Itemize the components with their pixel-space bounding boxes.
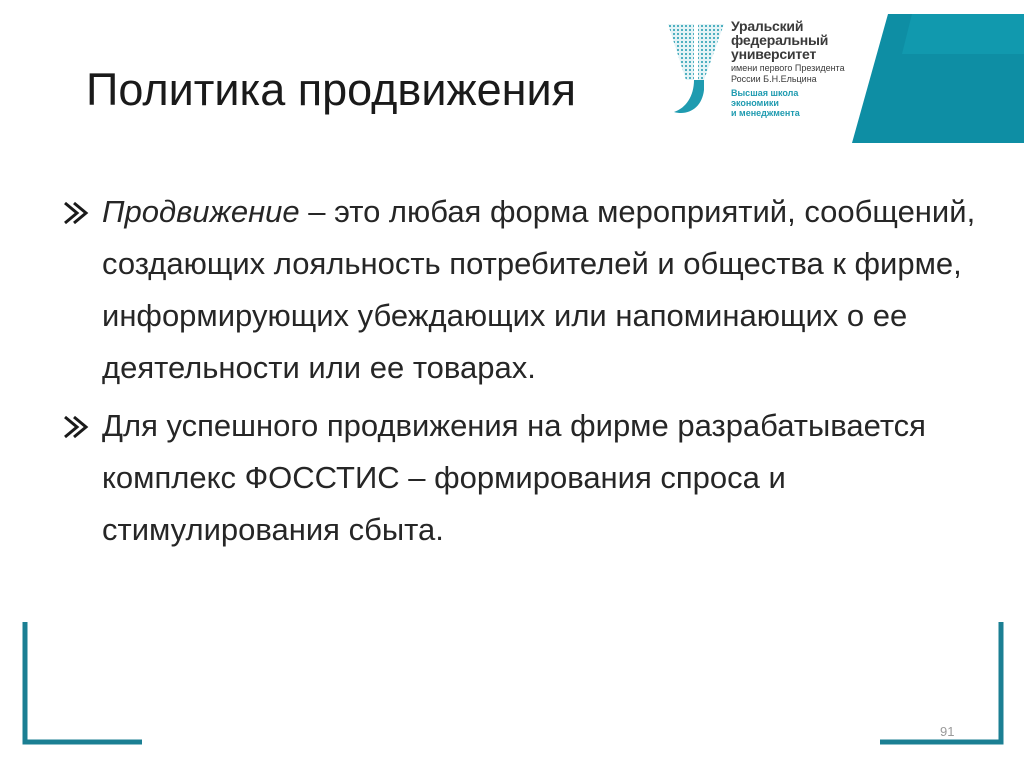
frame-corner-left xyxy=(22,622,142,745)
bullet-item-fosstis xyxy=(62,400,982,556)
bullet-term: Продвижение xyxy=(102,194,300,229)
arrow-bullet-icon xyxy=(62,414,92,440)
logo-teal-band xyxy=(852,14,1024,143)
logo-school-name: Высшая школа экономики и менеджмента xyxy=(731,88,800,118)
slide-title: Политика продвижения xyxy=(86,64,576,115)
university-logo xyxy=(664,14,1024,148)
bullet-text: – это любая форма мероприятий, сообщений, создающих лояльность потребителей и общества к фирме, информирующих убеждающих или напоминающих о ее деятельности или ее товарах. xyxy=(102,194,976,385)
urfu-logo-mark-icon xyxy=(664,20,726,120)
page-number: 91 xyxy=(940,724,955,739)
bullet-list xyxy=(62,186,982,562)
bullet-text: Для успешного продвижения на фирме разрабатывается комплекс ФОССТИС – формирования спроса и стимулирования сбыта. xyxy=(102,408,926,547)
bullet-item-promotion-definition xyxy=(62,186,982,394)
logo-university-name: Уральский федеральный университет xyxy=(731,18,829,62)
logo-subtitle: имени первого Президента России Б.Н.Ельцина xyxy=(731,63,845,84)
arrow-bullet-icon xyxy=(62,200,92,226)
